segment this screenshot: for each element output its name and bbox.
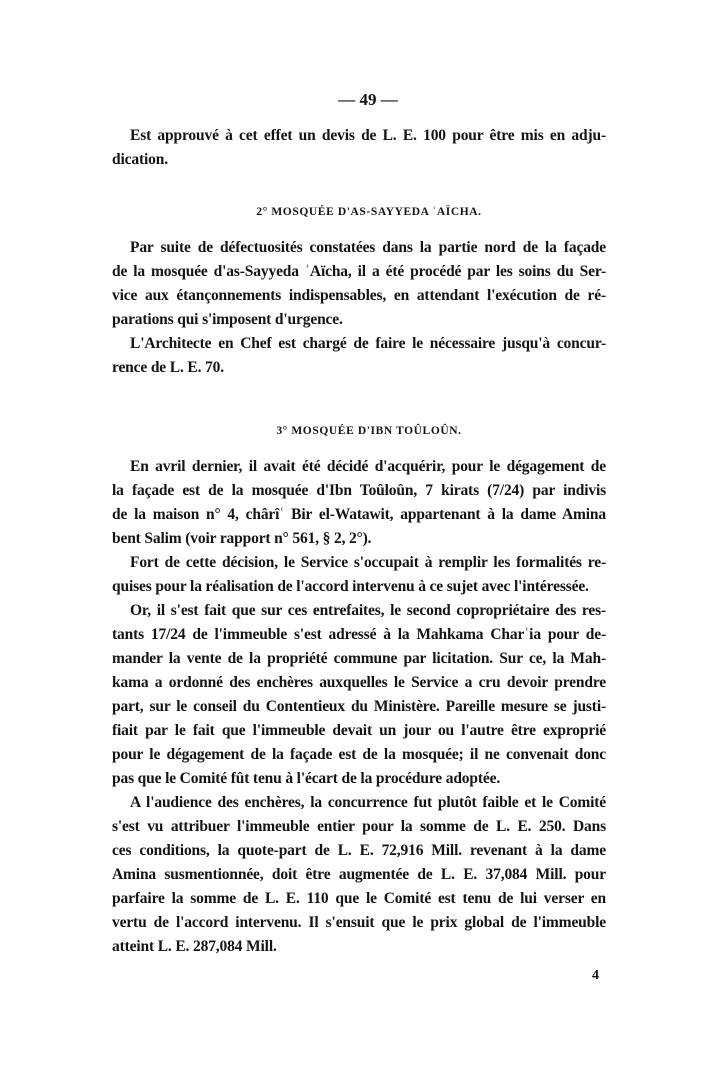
text-line: de la mosquée d'as-Sayyeda ʿAïcha, il a été procédé par les soins du Ser- — [112, 263, 606, 280]
text-line: s'est vu attribuer l'immeuble entier pour la somme de L. E. 250. Dans — [112, 818, 606, 835]
text-line: dication. — [112, 151, 168, 168]
section-1 — [112, 200, 606, 380]
text-line: kama a ordonné des enchères auxquelles le Service a cru devoir prendre — [112, 674, 606, 691]
text-line: mander la vente de la propriété commune par licitation. Sur ce, la Mah- — [112, 650, 606, 667]
text-line: quises pour la réalisation de l'accord intervenu à ce sujet avec l'intéressée. — [112, 578, 589, 595]
signature-mark: 4 — [592, 968, 599, 983]
text-line: tants 17/24 de l'immeuble s'est adressé à la Mahkama Charʿia pour de- — [112, 626, 606, 643]
text-line: En avril dernier, il avait été décidé d'acquérir, pour le dégagement de — [130, 458, 606, 475]
text-line: bent Salim (voir rapport n° 561, § 2, 2°). — [112, 530, 372, 547]
text-line: vice aux étançonnements indispensables, en attendant l'exécution de ré- — [112, 287, 606, 304]
paragraph — [112, 455, 606, 551]
text-line: pour le dégagement de la façade est de la mosquée; il ne convenait donc — [112, 746, 606, 763]
text-line: la façade est de la mosquée d'Ibn Toûloûn, 7 kirats (7/24) par indivis — [112, 482, 606, 499]
document-body — [112, 124, 606, 959]
paragraph — [112, 599, 606, 791]
text-line: A l'audience des enchères, la concurrence fut plutôt faible et le Comité — [130, 794, 606, 811]
paragraph — [112, 236, 606, 332]
section-heading: 3° MOSQUÉE D'IBN TOÛLOÛN. — [276, 425, 462, 437]
text-line: Amina susmentionnée, doit être augmentée de L. E. 37,084 Mill. pour — [112, 866, 606, 883]
paragraph — [112, 332, 606, 380]
text-line: Est approuvé à cet effet un devis de L. E. 100 pour être mis en adju- — [130, 127, 606, 144]
text-line: parfaire la somme de L. E. 110 que le Comité est tenu de lui verser en — [112, 890, 606, 907]
text-line: Par suite de défectuosités constatées dans la partie nord de la façade — [130, 239, 606, 256]
text-line: atteint L. E. 287,084 Mill. — [112, 938, 277, 955]
text-line: L'Architecte en Chef est chargé de faire le nécessaire jusqu'à concur- — [130, 335, 606, 352]
text-line: fiait par le fait que l'immeuble devait un jour ou l'autre être exproprié — [112, 722, 606, 739]
section-2 — [112, 419, 606, 959]
text-line: pas que le Comité fût tenu à l'écart de la procédure adoptée. — [112, 770, 501, 787]
text-line: Or, il s'est fait que sur ces entrefaites, le second copropriétaire des res- — [130, 602, 606, 619]
page-number: — 49 — — [338, 90, 398, 109]
text-line: ces conditions, la quote-part de L. E. 72,916 Mill. revenant à la dame — [112, 842, 606, 859]
text-line: part, sur le conseil du Contentieux du Ministère. Pareille mesure se justi- — [112, 698, 606, 715]
paragraph — [112, 791, 606, 959]
text-line: de la maison n° 4, chârîʿ Bir el-Watawit, appartenant à la dame Amina — [112, 506, 606, 523]
section-0 — [112, 124, 606, 172]
text-line: Fort de cette décision, le Service s'occupait à remplir les formalités re- — [130, 554, 606, 571]
document-page — [112, 88, 606, 959]
paragraph — [112, 124, 606, 172]
text-line: rence de L. E. 70. — [112, 359, 224, 376]
text-line: parations qui s'imposent d'urgence. — [112, 311, 343, 328]
section-heading: 2° MOSQUÉE D'AS-SAYYEDA ʿAÏCHA. — [256, 206, 482, 218]
text-line: vertu de l'accord intervenu. Il s'ensuit que le prix global de l'immeuble — [112, 914, 606, 931]
paragraph — [112, 551, 606, 599]
